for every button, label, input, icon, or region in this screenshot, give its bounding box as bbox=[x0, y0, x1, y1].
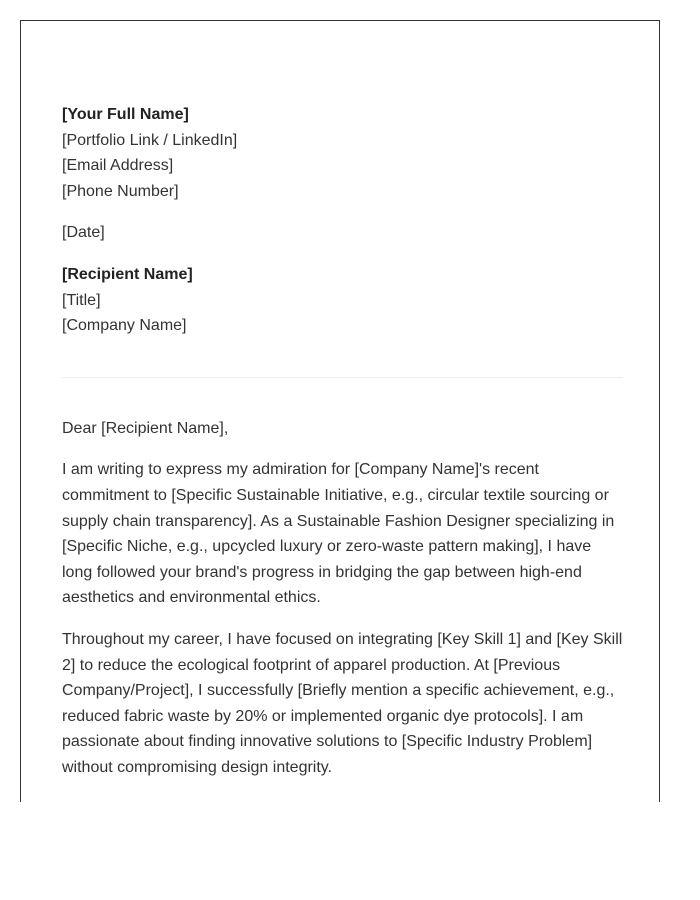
sender-phone: [Phone Number] bbox=[62, 182, 179, 200]
recipient-company: [Company Name] bbox=[62, 317, 187, 335]
body-paragraph-1: I am writing to express my admiration for [Company Name]'s recent commitment to [Specific Sustainable Initiative, e.g., circular textile sourcing or supply chain transparency]. As a Sustainable Fashion Designer specializing in [Specific Niche, e.g., upcycled luxury or zero-waste pattern making], I have long followed your brand's progress in bridging the gap between high-end aesthetics and environmental ethics. bbox=[62, 461, 615, 607]
recipient-name: [Recipient Name] bbox=[62, 265, 193, 283]
sender-email: [Email Address] bbox=[62, 157, 174, 175]
header-divider bbox=[62, 377, 623, 378]
date-block bbox=[62, 220, 623, 246]
recipient-title: [Title] bbox=[62, 291, 101, 309]
sender-name: [Your Full Name] bbox=[62, 106, 189, 123]
letter-page bbox=[20, 20, 660, 802]
letter-content bbox=[62, 102, 623, 780]
recipient-block bbox=[62, 262, 623, 339]
body-paragraph-2: Throughout my career, I have focused on integrating [Key Skill 1] and [Key Skill 2] to reduce the ecological footprint of apparel production. At [Previous Company/Project], I successfully [Briefly mention a specific achievement, e.g., reduced fabric waste by 20% or implemented organic dye protocols]. I am passionate about finding innovative solutions to [Specific Industry Problem] without compromising design integrity. bbox=[62, 630, 623, 776]
sender-block bbox=[62, 102, 623, 204]
sender-portfolio: [Portfolio Link / LinkedIn] bbox=[62, 131, 238, 149]
salutation: Dear [Recipient Name], bbox=[62, 419, 229, 437]
letter-date: [Date] bbox=[62, 224, 105, 242]
